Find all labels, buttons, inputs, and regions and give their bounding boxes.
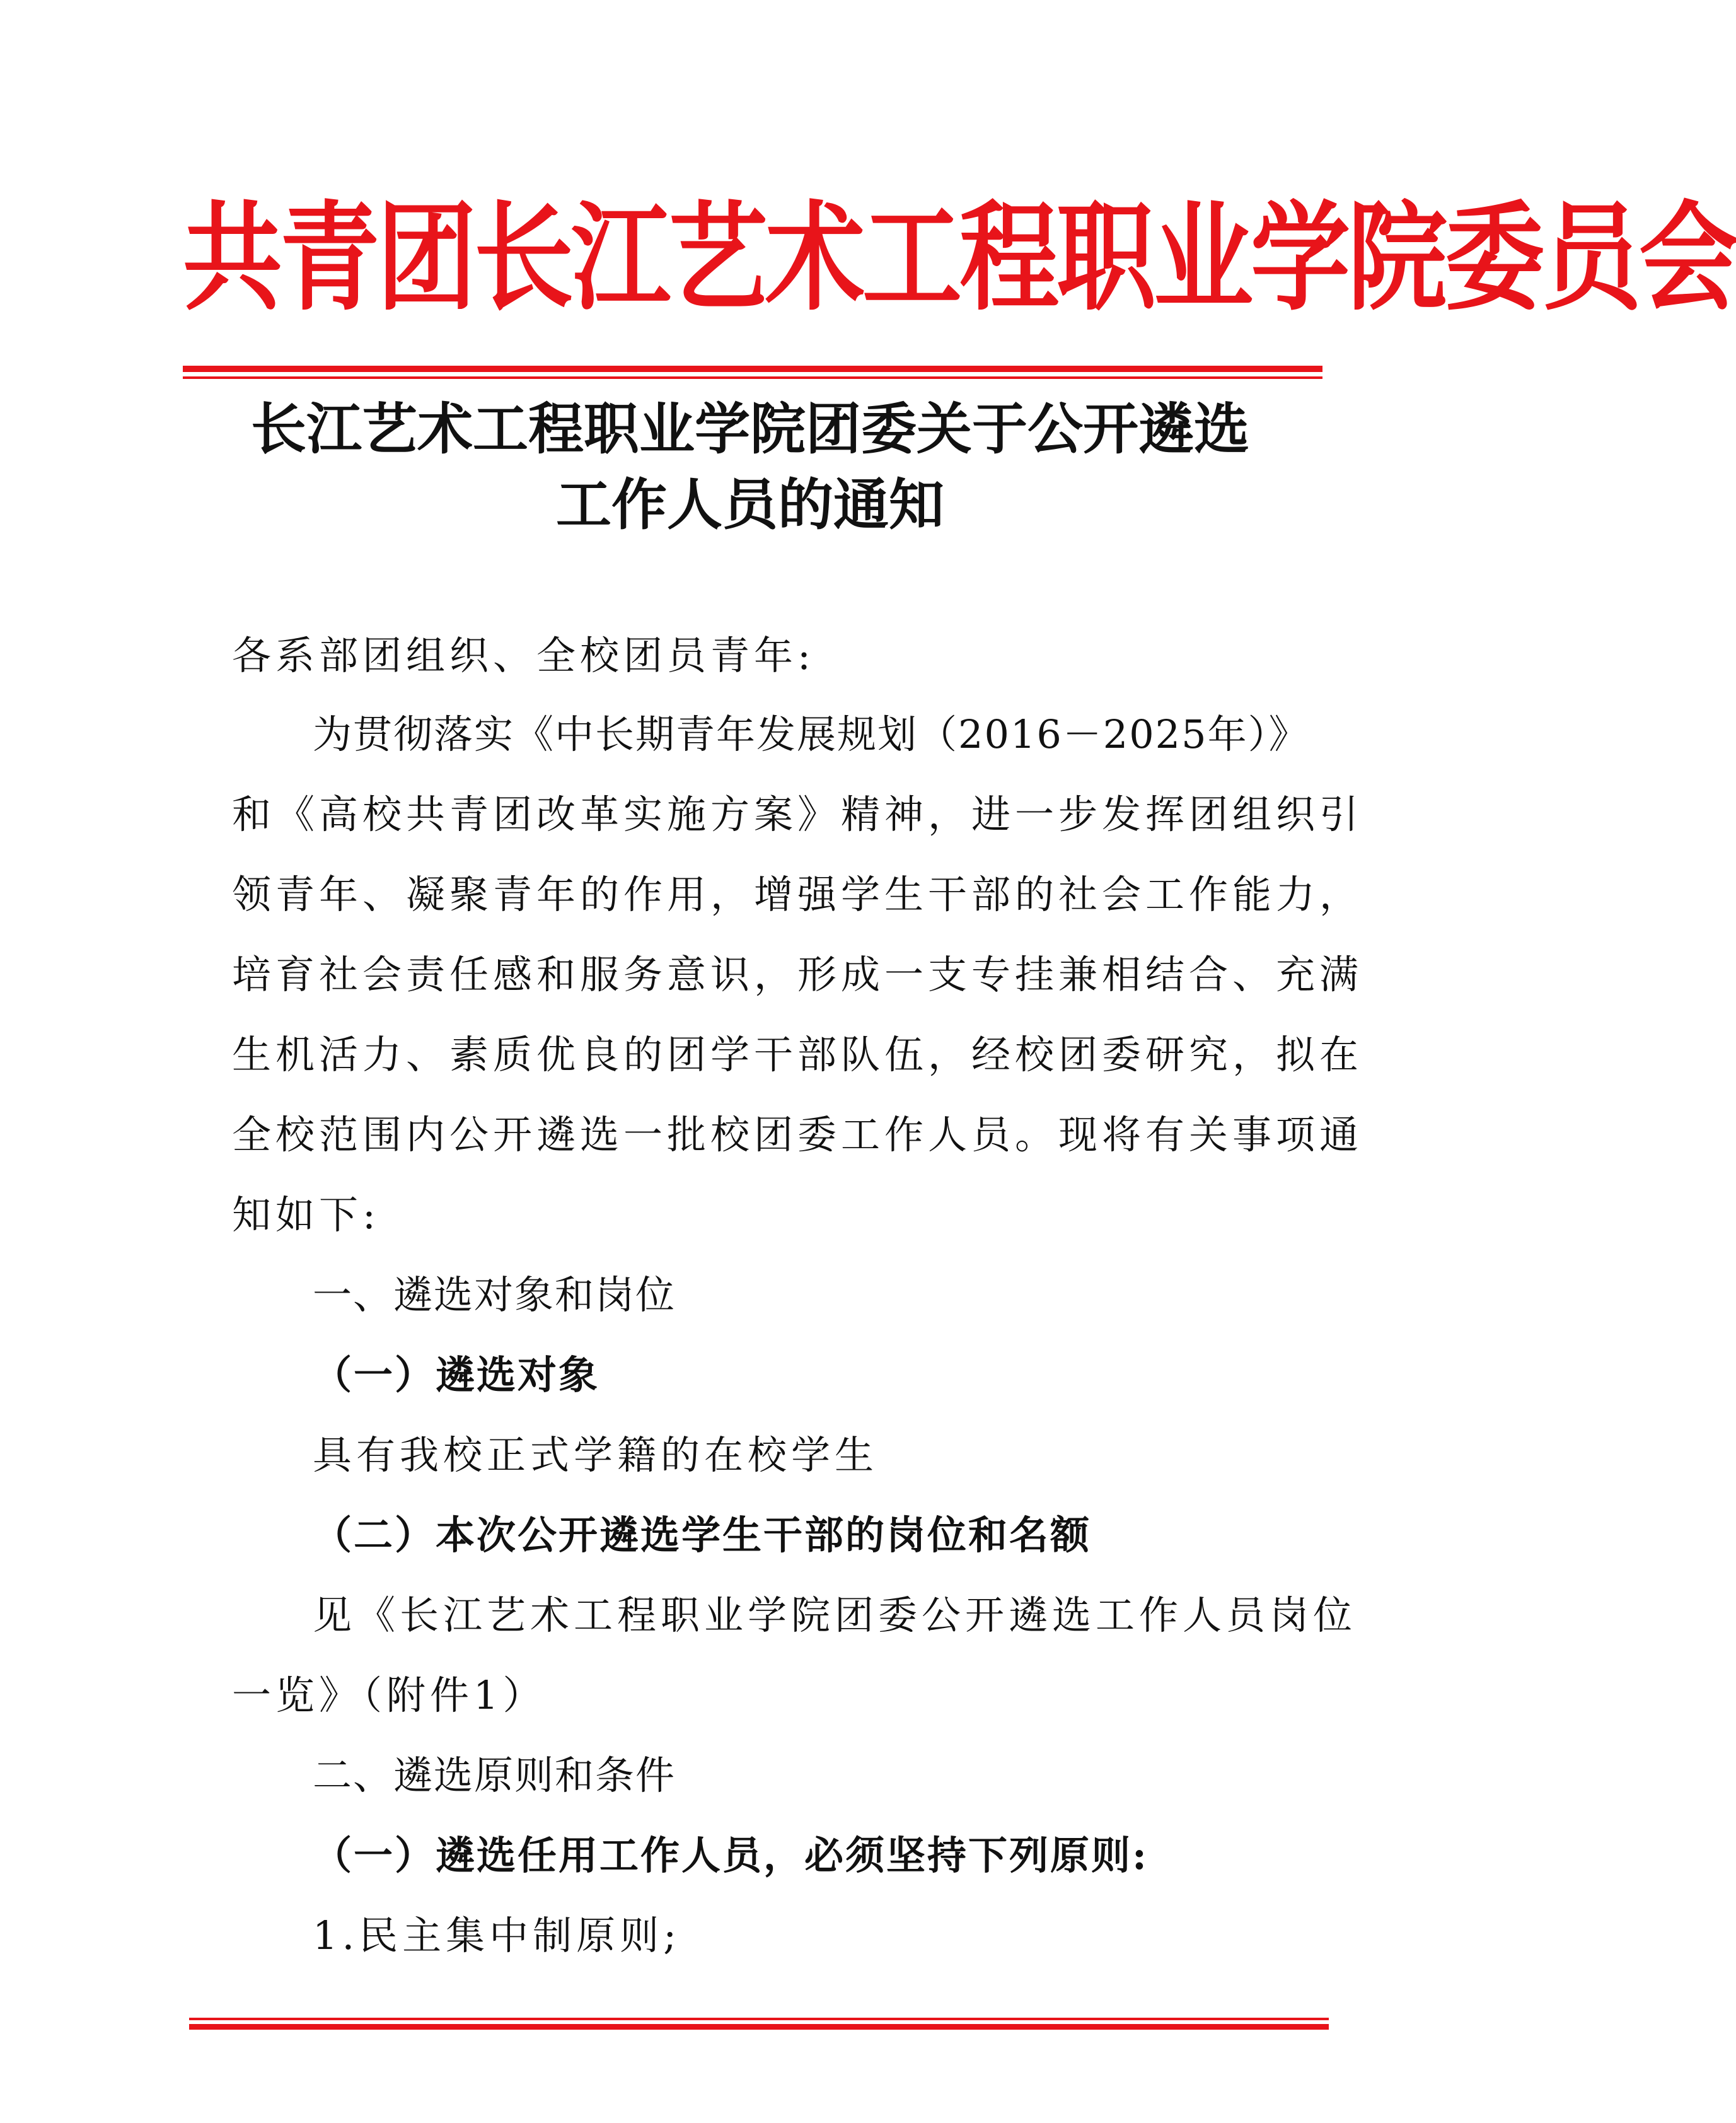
header-divider-thin <box>183 376 1322 379</box>
org-name-header: 共青团长江艺术工程职业学院委员会 <box>183 189 1736 327</box>
salutation: 各系部团组织、全校团员青年: <box>232 632 815 678</box>
subsection-text: 一览》（附件1） <box>232 1672 547 1718</box>
list-item: 1.民主集中制原则; <box>313 1912 681 1958</box>
subsection-text: 具有我校正式学籍的在校学生 <box>313 1432 879 1478</box>
section-heading-1: 一、遴选对象和岗位 <box>313 1272 676 1318</box>
intro-line: 和《高校共青团改革实施方案》精神，进一步发挥团组织引 <box>232 791 1363 837</box>
section-heading-2: 二、遴选原则和条件 <box>313 1752 676 1798</box>
subsection-heading: （一）遴选任用工作人员，必须坚持下列原则: <box>313 1832 1149 1878</box>
doc-title-line2: 工作人员的通知 <box>555 472 944 537</box>
subsection-heading: （一）遴选对象 <box>313 1352 600 1398</box>
doc-title-line1: 长江艺术工程职业学院团委关于公开遴选 <box>250 396 1249 462</box>
footer-divider-thin <box>189 2018 1329 2020</box>
subsection-heading: （二）本次公开遴选学生干部的岗位和名额 <box>313 1512 1092 1558</box>
intro-line: 知如下: <box>232 1192 380 1238</box>
intro-line: 培育社会责任感和服务意识，形成一支专挂兼相结合、充满 <box>232 951 1363 998</box>
intro-line: 领青年、凝聚青年的作用，增强学生干部的社会工作能力， <box>232 871 1363 917</box>
intro-line: 为贯彻落实《中长期青年发展规划（2016－2025年）》 <box>313 711 1309 757</box>
subsection-text: 见《长江艺术工程职业学院团委公开遴选工作人员岗位 <box>313 1592 1357 1638</box>
footer-divider-thick <box>189 2024 1329 2030</box>
intro-line: 生机活力、素质优良的团学干部队伍，经校团委研究，拟在 <box>232 1032 1363 1078</box>
intro-line: 全校范围内公开遴选一批校团委工作人员。现将有关事项通 <box>232 1112 1363 1158</box>
header-divider-thick <box>183 366 1322 372</box>
